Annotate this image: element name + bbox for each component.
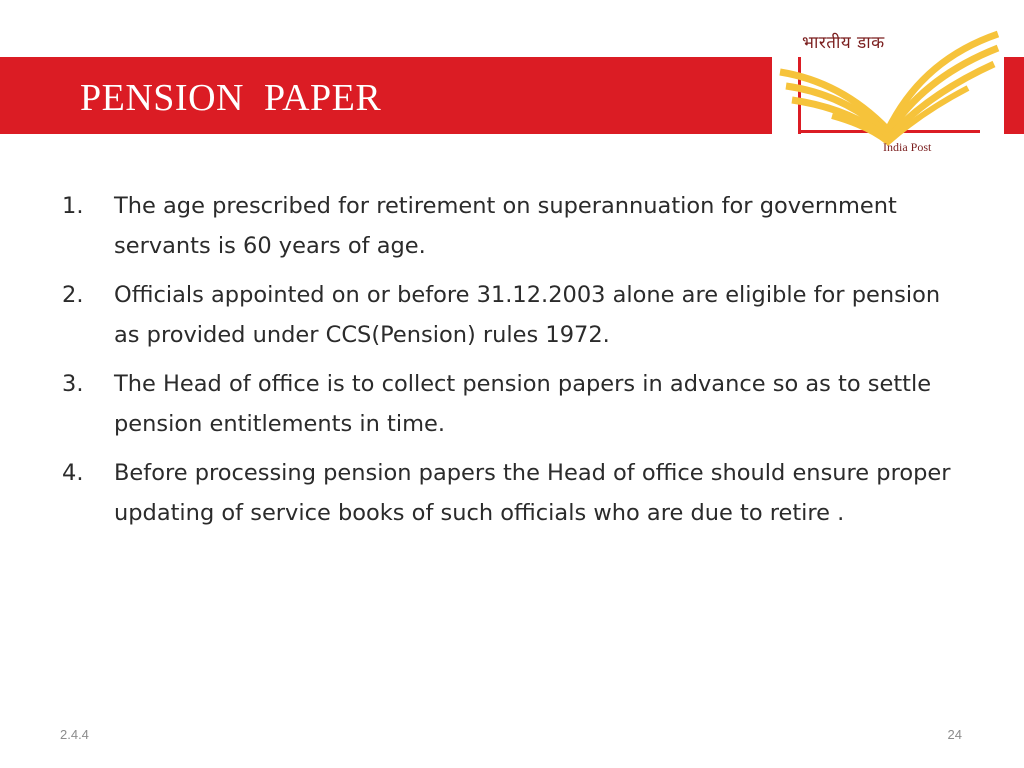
list-item-text: Before processing pension papers the Head of office should ensure proper updating of service books of such officials who are due to retire . <box>114 460 951 526</box>
footer-page-number: 24 <box>947 727 962 742</box>
slide-title: PENSION PAPER <box>80 77 382 119</box>
list-item-text: The age prescribed for retirement on superannuation for government servants is 60 years of age. <box>114 193 897 259</box>
pension-rules-list <box>62 186 972 542</box>
list-item <box>62 186 972 266</box>
list-item-number: 2. <box>62 282 84 308</box>
list-item-text: Officials appointed on or before 31.12.2003 alone are eligible for pension as provided under CCS(Pension) rules 1972. <box>114 282 941 348</box>
logo-english-text: India Post <box>883 140 932 154</box>
logo-hindi-text: भारतीय डाक <box>802 33 885 53</box>
list-item-number: 4. <box>62 460 84 486</box>
list-item <box>62 364 972 444</box>
india-post-logo <box>772 22 1004 162</box>
footer-section-number: 2.4.4 <box>60 727 89 742</box>
list-item-text: The Head of office is to collect pension papers in advance so as to settle pension entitlements in time. <box>114 371 932 437</box>
list-item-number: 1. <box>62 193 84 219</box>
list-item <box>62 275 972 355</box>
list-item <box>62 453 972 533</box>
list-item-number: 3. <box>62 371 84 397</box>
